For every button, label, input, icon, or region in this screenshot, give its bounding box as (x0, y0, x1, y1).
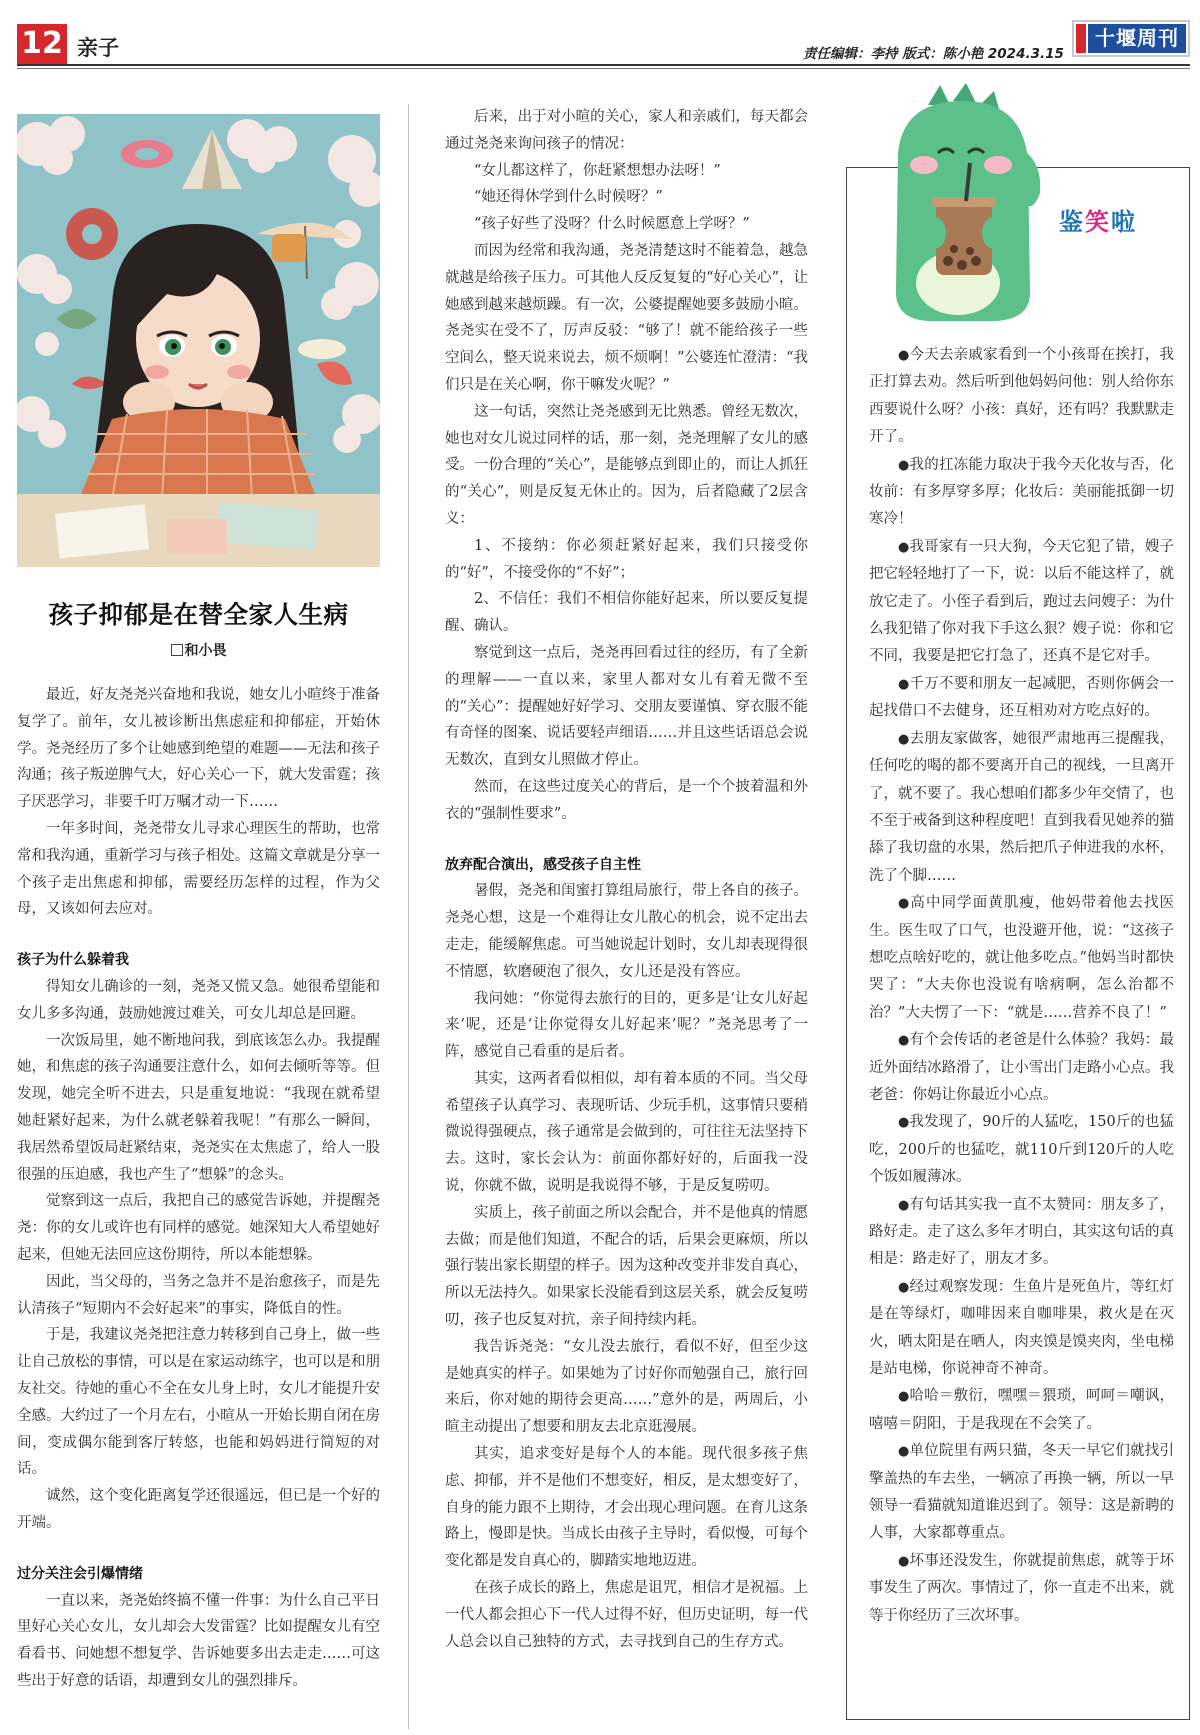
girl-portrait-illustration (17, 114, 380, 567)
jokes-title-char: 鉴 (1059, 208, 1085, 236)
paragraph: 实质上，孩子前面之所以会配合，并不是他真的情愿去做；而是他们知道，不配合的话，后果会更麻烦，所以强行装出家长期望的样子。因为这种改变并非发自真心，所以无法持久。如果家长没能看到这层关系，就会反复唠叨，孩子也反复对抗，亲子间持续内耗。 (445, 1204, 808, 1329)
article-byline (17, 640, 380, 660)
bullet-icon: ● (898, 896, 911, 912)
joke-item (869, 1274, 1174, 1384)
bullet-icon: ● (898, 676, 910, 692)
column-divider (408, 104, 409, 1729)
bullet-icon: ● (898, 348, 910, 363)
page-number-badge: 12 (17, 24, 67, 64)
joke-text: 哈哈＝敷衍，嘿嘿＝猥琐，呵呵＝嘲讽，嘻嘻＝阴阳，于是我现在不会笑了。 (869, 1388, 1174, 1432)
paragraph: 于是，我建议尧尧把注意力转移到自己身上，做一些让自己放松的事情，可以是在家运动练字，也可以是和朋友社交。待她的重心不全在女儿身上时，女儿才能提升安全感。大约过了一个月左右，小暄从一开始长期自闭在房间，变成偶尔能到客厅转悠，也能和妈妈进行简短的对话。 (17, 1327, 380, 1478)
editor-info: 责任编辑：李持 版式：陈小艳 2024.3.15 (803, 46, 1064, 62)
paragraph: 最近，好友尧尧兴奋地和我说，她女儿小暄终于准备复学了。前年，女儿被诊断出焦虑症和抑郁症，开始休学。尧尧经历了多个让她感到绝望的难题——无法和孩子沟通；孩子叛逆脾气大，好心关心一下，就大发雷霆；孩子厌恶学习，非要千叮万嘱才动一下…… (17, 687, 380, 811)
paragraph: 因此，当父母的，当务之急并不是治愈孩子，而是先认清孩子“短期内不会好起来”的事实，降低自的性。 (17, 1273, 380, 1317)
article-column-1 (17, 682, 380, 1695)
page-header (0, 0, 1200, 70)
green-dinosaur-mascot-icon (858, 83, 1058, 328)
joke-text: 高中同学面黄肌瘦，他妈带着他去找医生。医生叹了口气，也没避开他，说：“这孩子想吃点啥好吃的，就让他多吃点。”他妈当时都快哭了：“大夫你也没说有啥病啊，怎么治都不治？”大夫愣了一下：“就是……营养不良了！” (869, 895, 1175, 1021)
joke-item (869, 890, 1174, 1027)
bullet-icon: ● (898, 1033, 910, 1049)
header-rule-thin (17, 68, 1190, 69)
paragraph: “她还得休学到什么时候呀？” (474, 189, 663, 206)
joke-text: 有句话其实我一直不太赞同：朋友多了，路好走。走了这么多年才明白，其实这句话的真相是：路走好了，朋友才多。 (869, 1196, 1174, 1268)
paragraph: 这一句话，突然让尧尧感到无比熟悉。曾经无数次，她也对女儿说过同样的话，那一刻，尧尧理解了女儿的感受。一份合理的“关心”，是能够点到即止的，而让人抓狂的“关心”，则是反复无休止的。因为，后者隐藏了2层含义： (445, 403, 808, 527)
joke-item (869, 726, 1174, 890)
bullet-icon: ● (898, 1444, 910, 1460)
paragraph: 后来，出于对小暄的关心，家人和亲戚们，每天都会通过尧尧来询问孩子的情况： (445, 109, 808, 152)
paragraph: 得知女儿确诊的一刻，尧尧又慌又急。她很希望能和女儿多多沟通，鼓励她渡过难关，可女儿却总是回避。 (17, 978, 380, 1022)
joke-item (869, 1027, 1174, 1109)
paragraph: “女儿都这样了，你赶紧想想办法呀！” (474, 162, 721, 179)
joke-text: 坏事还没发生，你就提前焦虑，就等于坏事发生了两次。事情过了，你一直走不出来，就等于你经历了三次坏事。 (869, 1552, 1174, 1624)
paragraph: 1、不接纳：你必须赶紧好起来，我们只接受你的“好”，不接受你的“不好”； (445, 537, 808, 581)
joke-text: 今天去亲戚家看到一个小孩哥在挨打，我正打算去劝。然后听到他妈妈问他：别人给你东西要说什么呀？小孩：真好，还有吗？我默默走开了。 (869, 347, 1174, 446)
masthead-title: 十堰周刊 (1088, 24, 1186, 53)
bullet-icon: ● (898, 1115, 910, 1131)
joke-text: 我发现了，90斤的人猛吃，150斤的也猛吃，200斤的也猛吃，就110斤到120斤的人吃个饭如履薄冰。 (869, 1114, 1174, 1186)
joke-text: 去朋友家做客，她很严肃地再三提醒我，任何吃的喝的都不要离开自己的视线，一旦离开了，就不要了。我心想咱们都多少年交情了，也不至于戒备到这种程度吧！直到我看见她养的猫舔了我切盘的水果，然后把爪子伸进我的水杯，洗了个脚…… (869, 730, 1174, 884)
joke-item (869, 671, 1174, 726)
paragraph: 然而，在这些过度关心的背后，是一个个披着温和外衣的“强制性要求”。 (445, 778, 808, 822)
joke-text: 千万不要和朋友一起减肥，否则你俩会一起找借口不去健身，还互相劝对方吃点好的。 (869, 675, 1174, 720)
joke-text: 我的扛冻能力取决于我今天化妆与否，化妆前：有多厚穿多厚；化妆后：美丽能抵御一切寒冷！ (869, 456, 1174, 528)
masthead-deco (1076, 24, 1086, 53)
paragraph: 诚然，这个变化距离复学还很遥远，但已是一个好的开端。 (17, 1488, 380, 1531)
subheading: 孩子为什么躲着我 (17, 952, 129, 969)
header-rule (17, 64, 1190, 66)
paragraph: 一次饭局里，她不断地问我，到底该怎么办。我提醒她，和焦虑的孩子沟通要注意什么，如何去倾听等等。但发现，她完全听不进去，只是重复地说：“我现在就希望她赶紧好起来，为什么就老躲着我呢！”有那么一瞬间，我居然希望饭局赶紧结束，尧尧实在太焦虑了，给人一股很强的压迫感，我也产生了“想躲”的念头。 (17, 1032, 380, 1183)
bullet-icon: ● (898, 1389, 910, 1405)
jokes-section-title (1059, 202, 1137, 237)
paragraph: 我问她：“你觉得去旅行的目的，更多是‘让女儿好起来’呢，还是‘让你觉得女儿好起来’呢？”尧尧思考了一阵，感觉自己看重的是后者。 (445, 990, 808, 1061)
joke-text: 经过观察发现：生鱼片是死鱼片，等红灯是在等绿灯，咖啡因来自咖啡果，救火是在灭火，晒太阳是在晒人，肉夹馍是馍夹肉，坐电梯是站电梯，你说神奇不神奇。 (869, 1278, 1174, 1378)
joke-item (869, 1192, 1174, 1274)
paragraph: 觉察到这一点后，我把自己的感觉告诉她，并提醒尧尧：你的女儿或许也有同样的感觉。她深知大人希望她好起来，但她无法回应这份期待，所以本能想躲。 (17, 1193, 380, 1263)
joke-item (869, 1383, 1174, 1438)
joke-item (869, 1438, 1174, 1548)
jokes-title-char: 笑 (1085, 208, 1111, 236)
joke-item (869, 452, 1174, 534)
paragraph: 而因为经常和我沟通，尧尧清楚这时不能着急，越急就越是给孩子压力。可其他人反反复复的“好心关心”，让她感到越来越烦躁。有一次，公婆提醒她要多鼓励小暄。尧尧实在受不了，厉声反驳：“够了！就不能给孩子一些空间么，整天说来说去，烦不烦啊！”公婆连忙澄清：“我们只是在关心啊，你干嘛发火呢？” (445, 242, 808, 393)
joke-text: 我哥家有一只大狗，今天它犯了错，嫂子把它轻轻地打了一下，说：以后不能这样了，就放它走了。小侄子看到后，跑过去问嫂子：为什么我犯错了你对我下手这么狠？嫂子说：你和它不同，我要是把它打急了，还真不是它对手。 (869, 538, 1174, 665)
joke-text: 单位院里有两只猫，冬天一早它们就找引擎盖热的车去坐，一辆凉了再换一辆，所以一早领导一看猫就知道谁迟到了。领导：这是新聘的人事，大家都尊重点。 (869, 1443, 1174, 1542)
paragraph: 在孩子成长的路上，焦虑是诅咒，相信才是祝福。上一代人都会担心下一代人过得不好，但历史证明，每一代人总会以自己独特的方式，去寻找到自己的生存方式。 (445, 1580, 808, 1650)
paragraph: 2、不信任：我们不相信你能好起来，所以要反复提醒、确认。 (445, 591, 808, 635)
subheading: 过分关注会引爆情绪 (17, 1565, 143, 1582)
paragraph: “孩子好些了没呀？什么时候愿意上学呀？” (474, 216, 750, 233)
article-column-2 (445, 104, 808, 1655)
bullet-icon: ● (898, 1197, 910, 1213)
section-name: 亲子 (77, 36, 119, 60)
joke-item (869, 534, 1174, 671)
paragraph: 暑假，尧尧和闺蜜打算组局旅行，带上各自的孩子。尧尧心想，这是一个难得让女儿散心的机会，说不定出去走走，能缓解焦虑。可当她说起计划时，女儿却表现得很不情愿，软磨硬泡了很久，女儿还是没有答应。 (445, 883, 808, 980)
paragraph: 察觉到这一点后，尧尧再回看过往的经历，有了全新的理解——一直以来，家里人都对女儿有着无微不至的“关心”：提醒她好好学习、交朋友要谨慎、穿衣服不能有奇怪的图案、说话要轻声细语……并且这些话语总会说无数次，直到女儿照做才停止。 (445, 644, 808, 769)
byline-author: 和小畏 (184, 643, 227, 659)
jokes-title-char: 啦 (1111, 208, 1137, 236)
paragraph: 一年多时间，尧尧带女儿寻求心理医生的帮助，也常常和我沟通，重新学习与孩子相处。这篇文章就是分享一个孩子走出焦虑和抑郁，需要经历怎样的过程，作为父母，又该如何去应对。 (17, 820, 380, 918)
joke-item (869, 1548, 1174, 1630)
bullet-icon: ● (898, 731, 910, 747)
paragraph: 我告诉尧尧：“女儿没去旅行，看似不好，但至少这是她真实的样子。如果她为了讨好你而勉强自己，旅行回来后，你对她的期待会更高……”意外的是，两周后，小暄主动提出了想要和朋友去北京逛漫展。 (445, 1338, 808, 1436)
jokes-list (869, 342, 1174, 1630)
paragraph: 其实，追求变好是每个人的本能。现代很多孩子焦虑、抑郁，并不是他们不想变好，相反，是太想变好了，自身的能力跟不上期待，才会出现心理问题。在育儿这条路上，慢即是快。当成长由孩子主导时，看似慢，可每个变化都是发自真心的，脚踏实地地迈进。 (445, 1446, 808, 1570)
paragraph: 其实，这两者看似相似，却有着本质的不同。当父母希望孩子认真学习、表现听话、少玩手机，这事情只要稍微说得强硬点，孩子通常是会做到的，可往往无法坚持下去。这时，家长会认为：前面你都好好的，后面我一没说，你就不做，说明是我说得不够，于是反复唠叨。 (445, 1070, 808, 1195)
paragraph: 一直以来，尧尧始终搞不懂一件事：为什么自己平日里好心关心女儿，女儿却会大发雷霆？比如提醒女儿有空看看书、问她想不想复学、告诉她要多出去走走……可这些出于好意的话语，却遭到女儿的强烈排斥。 (17, 1592, 380, 1689)
masthead-logo (1072, 20, 1190, 57)
bullet-icon: ● (898, 1553, 910, 1569)
joke-item (869, 342, 1174, 452)
joke-item (869, 1109, 1174, 1191)
joke-text: 有个会传话的老爸是什么体验？我妈：最近外面结冰路滑了，让小雪出门走路小心点。我老爸：你妈让你最近小心点。 (869, 1032, 1174, 1103)
bullet-icon: ● (898, 1279, 910, 1295)
article-title: 孩子抑郁是在替全家人生病 (48, 600, 349, 629)
byline-box-icon (171, 644, 183, 656)
bullet-icon: ● (898, 457, 910, 473)
bullet-icon: ● (898, 539, 910, 555)
subheading: 放弃配合演出，感受孩子自主性 (445, 856, 641, 873)
